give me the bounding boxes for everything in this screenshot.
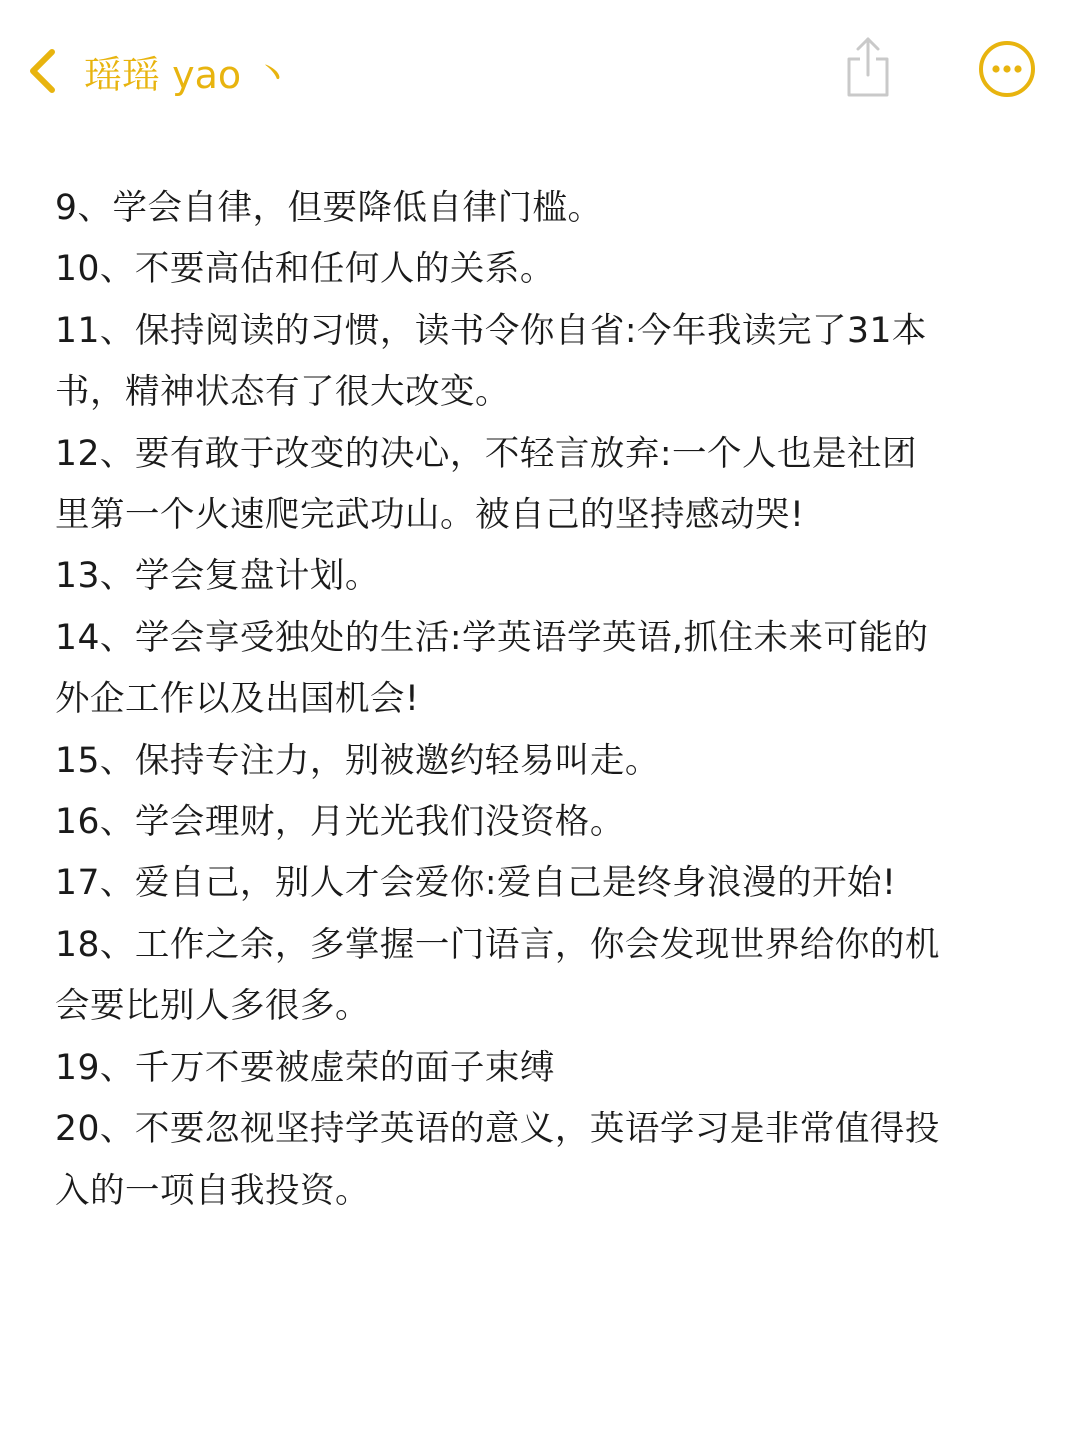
share-icon <box>843 35 893 103</box>
note-line: 外企工作以及出国机会! <box>55 679 420 720</box>
note-line: 12、要有敢于改变的决心，不轻言放弃:一个人也是社团 <box>55 433 918 474</box>
more-button[interactable] <box>977 41 1037 101</box>
note-line: 17、爱自己，别人才会爱你:爱自己是终身浪漫的开始! <box>55 863 897 904</box>
note-line: 19、千万不要被虚荣的面子束缚 <box>55 1047 555 1088</box>
note-line: 15、保持专注力，别被邀约轻易叫走。 <box>55 740 660 781</box>
share-button[interactable] <box>838 34 898 104</box>
note-line: 会要比别人多很多。 <box>55 986 370 1027</box>
note-line: 10、不要高估和任何人的关系。 <box>55 249 555 290</box>
note-body <box>55 178 1035 1222</box>
nav-title: 瑶瑶 yao 丶 <box>84 52 292 97</box>
chevron-left-icon <box>22 46 62 96</box>
note-line: 11、保持阅读的习惯，读书令你自省:今年我读完了31本 <box>55 310 927 351</box>
note-line: 18、工作之余，多掌握一门语言，你会发现世界给你的机 <box>55 924 940 965</box>
note-line: 14、学会享受独处的生活:学英语学英语,抓住未来可能的 <box>55 617 929 658</box>
note-line: 9、学会自律，但要降低自律门槛。 <box>55 188 603 228</box>
nav-bar <box>0 0 1080 140</box>
note-line: 书，精神状态有了很大改变。 <box>55 372 510 413</box>
note-line: 13、学会复盘计划。 <box>55 556 380 597</box>
back-button[interactable] <box>22 36 292 106</box>
note-line: 入的一项自我投资。 <box>55 1170 370 1211</box>
note-line: 20、不要忽视坚持学英语的意义，英语学习是非常值得投 <box>55 1109 940 1150</box>
note-line: 里第一个火速爬完武功山。被自己的坚持感动哭! <box>55 495 805 536</box>
note-line: 16、学会理财，月光光我们没资格。 <box>55 802 625 843</box>
more-icon <box>978 40 1036 102</box>
